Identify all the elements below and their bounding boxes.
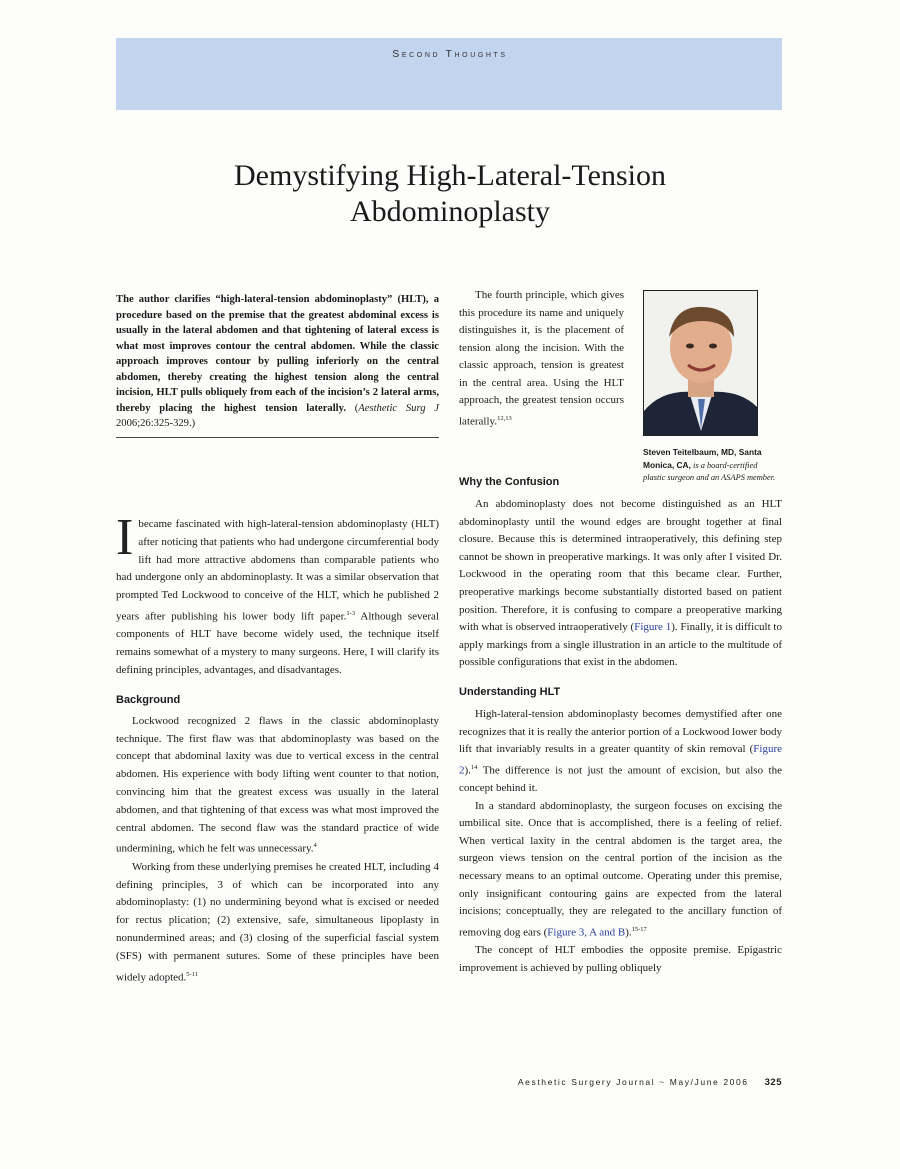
- right-column: [459, 474, 782, 977]
- understanding-text-1b: ).: [464, 764, 471, 777]
- understanding-ref-2: 15-17: [631, 925, 647, 933]
- title-line-1: Demystifying High-Lateral-Tension: [234, 159, 666, 192]
- abstract-citation: (Aesthetic Surg J 2006;26:325-329.): [116, 402, 439, 429]
- footer-journal: Aesthetic Surgery Journal ~ May/June 2006: [517, 1077, 749, 1087]
- understanding-paragraph-2: [459, 798, 782, 942]
- author-photo: [643, 290, 758, 436]
- background-text-1: Lockwood recognized 2 flaws in the classic abdominoplasty technique. The first flaw was that abdominoplasty was based on the concept that abdominal laxity was due to vertical excess in the central abdomen. His experience with body lifting went counter to that notion, convincing him that the greatest excess was usually in the lateral abdomen, and that tightening of that excess was what most improved the central abdomen. The second flaw was the standard practice of wide undermining, which he felt was unnecessary.: [116, 714, 439, 856]
- title-line-2: Abdominoplasty: [350, 195, 550, 228]
- article-title: [100, 158, 800, 230]
- background-paragraph-2: [116, 859, 439, 987]
- confusion-paragraph: [459, 496, 782, 672]
- background-paragraph-1: [116, 713, 439, 859]
- background-text-2: Working from these underlying premises he created HLT, including 4 defining principles, 3 of which can be incorporated into any abdominoplasty: (1) no undermining beyond what is excised or needed for rectus plication; (2) extensive, safe, simultaneous lipoplasty in nonundermined areas; and (3) closing of the superficial fascial system (SFS) with permanent sutures. Some of these principles have been widely adopted.: [116, 860, 439, 984]
- intro-text-1: became fascinated with high-lateral-tension abdominoplasty (HLT) after noticing that patients who had undergone circumferential body lift had more attractive abdomens than comparable patients who had undergone only an abdominoplasty. It was a similar observation that prompted Ted Lockwood to conceive of the HLT, which he published 2 years after publishing his lower body lift paper.: [116, 518, 439, 623]
- sidebar-intro: [459, 287, 624, 431]
- background-ref-2: 5-11: [186, 970, 198, 978]
- page-number: 325: [764, 1077, 782, 1088]
- understanding-paragraph-3: The concept of HLT embodies the opposite premise. Epigastric improvement is achieved by pulling obliquely: [459, 943, 782, 974]
- intro-paragraph: [116, 509, 439, 680]
- understanding-text-2a: In a standard abdominoplasty, the surgeon focuses on excising the umbilical site. Once that is accomplished, there is a feeling of relief. When vertical laxity in the central abdomen is the target area, the surgeon views tension on the central portion of the incision as the necessary means to an optimal outcome. Operating under this premise, only insignificant contouring gains are expected from the lateral incisions; conceptually, they are relegated to the ancillary function of removing dog ears (: [459, 799, 782, 939]
- background-ref-1: 4: [313, 842, 317, 850]
- author-name: Steven Teitelbaum, MD, Santa Monica, CA,: [643, 447, 762, 470]
- author-description: is a board-certified plastic surgeon and an ASAPS member.: [643, 461, 776, 482]
- page-footer: [440, 1077, 782, 1088]
- confusion-text-2: ). Finally, it is difficult to apply markings from a single illustration in an article to the multitude of possible configurations that exist in the abdomen.: [459, 621, 782, 669]
- section-label: Second Thoughts: [392, 48, 508, 60]
- understanding-text-2b: ).: [625, 926, 632, 939]
- abstract-text: The author clarifies “high-lateral-tension abdominoplasty” (HLT), a procedure based on the premise that the greatest abdominal excess is usually in the lateral abdomen and that tightening of lateral excess is what most improves contour the central abdomen. While the classic approach improves contour by pulling inferiorly on the central abdomen, thereby creating the highest tension along the central incision, HLT pulls obliquely from each of the incision’s 2 lateral arms, thereby placing the highest tension laterally.: [116, 294, 439, 414]
- abstract: [116, 292, 439, 438]
- confusion-text-1: An abdominoplasty does not become distinguished as an HLT abdominoplasty until the wound edges are brought together at final closure. Because this is determined intraoperatively, this defining step cannot be shown in preoperative markings. It was only after I visited Dr. Lockwood in the operating room that this became clear. Further, preoperative markings become substantially distorted based on patient position. Therefore, it is confusing to compare a preoperative marking with what is observed intraoperatively (: [459, 498, 782, 634]
- understanding-paragraph-1: [459, 706, 782, 798]
- figure-1-link[interactable]: Figure 1: [634, 621, 672, 634]
- intro-text-2: Although several components of HLT have become widely used, the technique itself remains somewhat of a mystery to many surgeons. Here, I will clarify its defining principles, advantages, and disadvantages.: [116, 610, 439, 677]
- sidebar-paragraph: [459, 287, 624, 431]
- understanding-heading: Understanding HLT: [459, 685, 561, 698]
- left-column: [116, 509, 439, 987]
- figure-3-link[interactable]: Figure 3, A and B: [547, 926, 626, 939]
- figure-2-link[interactable]: Figure 2: [459, 743, 782, 777]
- author-portrait-image: [644, 291, 758, 436]
- citation-journal: Aesthetic Surg J: [358, 402, 439, 414]
- understanding-ref-1: 14: [470, 763, 478, 771]
- intro-ref: 1-3: [346, 609, 356, 617]
- sidebar-ref: 12,13: [497, 414, 512, 422]
- understanding-text-1c: The difference is not just the amount of excision, but also the concept behind it.: [459, 764, 782, 794]
- understanding-text-1a: High-lateral-tension abdominoplasty becomes demystified after one recognizes that it is really the anterior portion of a Lockwood lower body lift that invariably results in a greater quantity of skin removal (: [459, 707, 782, 756]
- sidebar-paragraph-text: The fourth principle, which gives this procedure its name and uniquely distinguishes it, is the placement of tension along the incision. With the classic approach, tension is greatest in the central area. Using the HLT approach, the greatest tension occurs laterally.: [459, 289, 624, 428]
- citation-details: 2006;26:325-329.): [116, 418, 196, 429]
- confusion-heading: Why the Confusion: [459, 476, 560, 488]
- drop-cap: I: [116, 509, 134, 566]
- background-heading: Background: [116, 693, 181, 706]
